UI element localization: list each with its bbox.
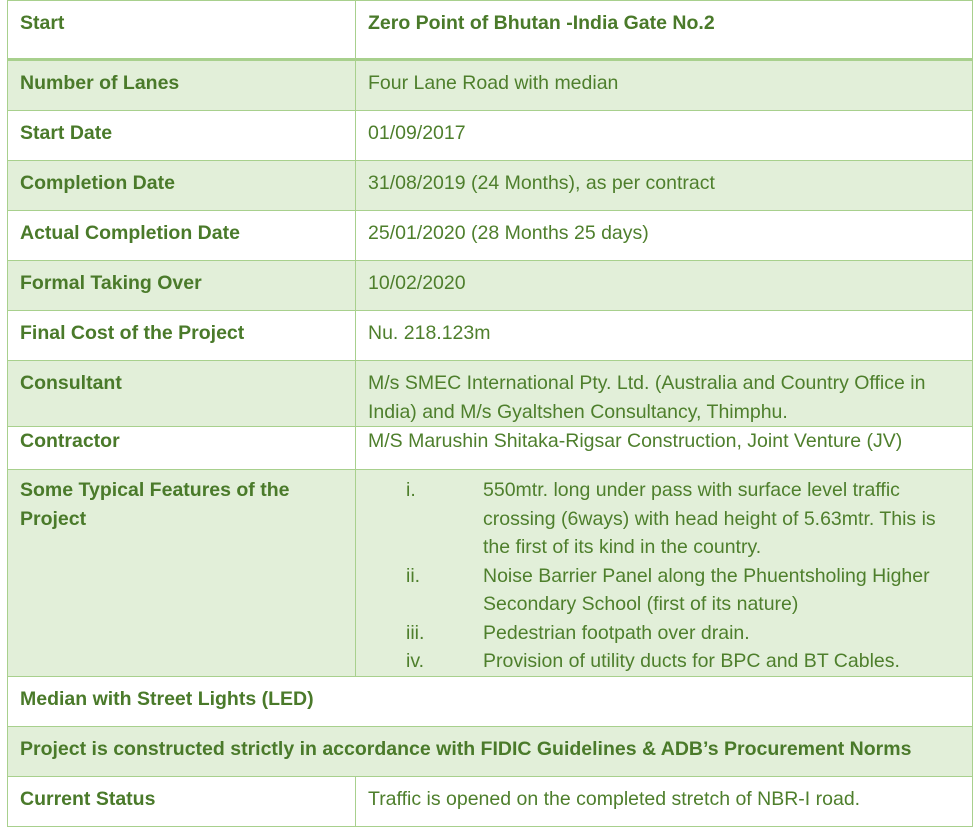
row-label: Contractor	[8, 427, 356, 470]
row-label: Start Date	[8, 111, 356, 161]
table-row	[8, 1, 973, 60]
row-label: Completion Date	[8, 161, 356, 211]
item-number: iv.	[406, 650, 425, 672]
features-label: Some Typical Features of the Project	[8, 470, 356, 677]
list-item	[368, 619, 960, 648]
row-value: Nu. 218.123m	[356, 311, 973, 361]
table-row	[8, 776, 973, 826]
table-row	[8, 726, 973, 776]
row-value: 25/01/2020 (28 Months 25 days)	[356, 211, 973, 261]
row-label: Number of Lanes	[8, 60, 356, 111]
features-value	[356, 470, 973, 677]
row-value: Zero Point of Bhutan -India Gate No.2	[356, 1, 973, 60]
list-item	[368, 476, 960, 562]
row-value: M/s SMEC International Pty. Ltd. (Australia and Country Office in India) and M/s Gyaltshen Consultancy, Thimphu.	[356, 361, 973, 427]
table-row	[8, 427, 973, 470]
row-label: Actual Completion Date	[8, 211, 356, 261]
item-text: Pedestrian footpath over drain.	[483, 621, 750, 644]
table-row	[8, 261, 973, 311]
row-label: Start	[8, 1, 356, 60]
full-width-row: Median with Street Lights (LED)	[8, 676, 973, 726]
table-row	[8, 676, 973, 726]
row-value: 01/09/2017	[356, 111, 973, 161]
row-label: Final Cost of the Project	[8, 311, 356, 361]
item-text: Provision of utility ducts for BPC and BT Cables.	[483, 650, 900, 672]
full-width-row: Project is constructed strictly in accordance with FIDIC Guidelines & ADB’s Procurement Norms	[8, 726, 973, 776]
item-text: 550mtr. long under pass with surface level traffic crossing (6ways) with head height of 5.63mtr. This is the first of its kind in the country.	[483, 479, 936, 558]
table-row	[8, 211, 973, 261]
table-row	[8, 311, 973, 361]
item-text: Noise Barrier Panel along the Phuentsholing Higher Secondary School (first of its nature)	[483, 564, 930, 615]
item-number: i.	[406, 479, 416, 501]
table-row	[8, 111, 973, 161]
item-number: iii.	[406, 621, 425, 644]
features-list	[368, 476, 960, 676]
table-row	[8, 361, 973, 427]
features-row	[8, 470, 973, 677]
row-value: Traffic is opened on the completed stretch of NBR-I road.	[356, 776, 973, 826]
list-item	[368, 562, 960, 619]
list-item	[368, 647, 960, 676]
row-value: 31/08/2019 (24 Months), as per contract	[356, 161, 973, 211]
row-value: Four Lane Road with median	[356, 60, 973, 111]
project-info-table	[7, 0, 973, 827]
row-label: Consultant	[8, 361, 356, 427]
row-value: M/S Marushin Shitaka-Rigsar Construction, Joint Venture (JV)	[356, 427, 973, 470]
row-label: Current Status	[8, 776, 356, 826]
table-row	[8, 161, 973, 211]
table-row	[8, 60, 973, 111]
row-label: Formal Taking Over	[8, 261, 356, 311]
item-number: ii.	[406, 564, 421, 587]
row-value: 10/02/2020	[356, 261, 973, 311]
